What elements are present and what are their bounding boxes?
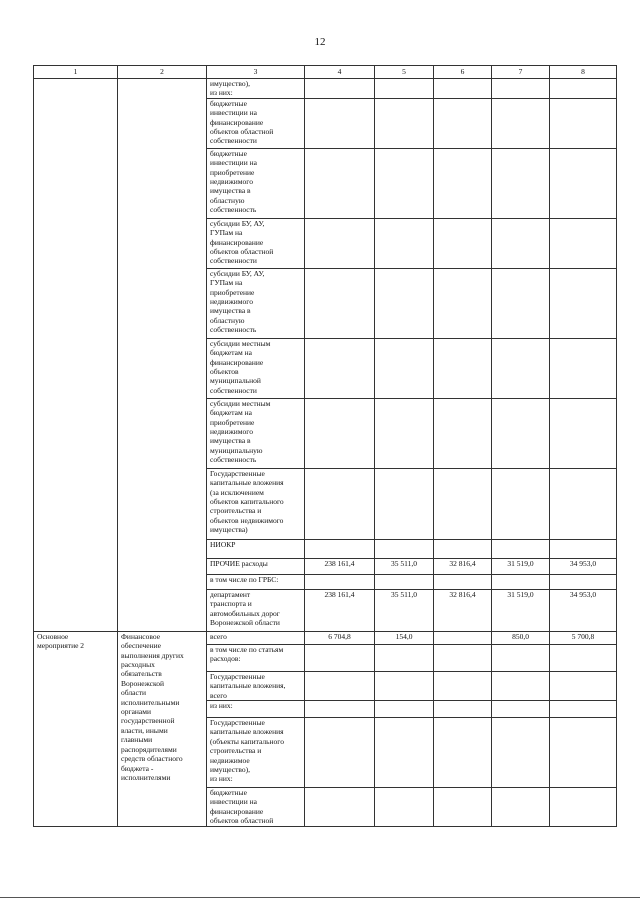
value-cell xyxy=(492,268,550,338)
expense-label-cell: всего xyxy=(207,631,305,644)
header-cell: 6 xyxy=(434,66,492,79)
expense-label-cell: имущество), из них: xyxy=(207,79,305,99)
value-cell xyxy=(492,338,550,398)
expenditure-table xyxy=(33,65,617,827)
value-cell xyxy=(550,468,617,539)
value-cell xyxy=(375,268,434,338)
value-cell xyxy=(305,671,375,700)
value-cell xyxy=(305,218,375,268)
value-cell xyxy=(434,398,492,468)
value-cell xyxy=(492,671,550,700)
value-cell xyxy=(305,148,375,218)
measure-cell xyxy=(34,79,118,632)
expense-label-cell: Государственные капитальные вложения (объекты капитального строительства и недвижимое имущество), из них: xyxy=(207,718,305,788)
value-cell xyxy=(492,398,550,468)
value-cell xyxy=(434,574,492,589)
value-cell xyxy=(492,718,550,788)
value-cell xyxy=(305,338,375,398)
value-cell xyxy=(375,701,434,718)
value-cell xyxy=(375,148,434,218)
value-cell: 32 816,4 xyxy=(434,558,492,574)
value-cell xyxy=(375,718,434,788)
value-cell xyxy=(550,79,617,99)
value-cell xyxy=(305,79,375,99)
header-cell: 1 xyxy=(34,66,118,79)
measure-cell: Основное мероприятие 2 xyxy=(34,631,118,826)
value-cell xyxy=(492,218,550,268)
expense-label-cell: из них: xyxy=(207,701,305,718)
value-cell xyxy=(492,79,550,99)
value-cell xyxy=(550,788,617,827)
value-cell xyxy=(550,338,617,398)
table-body xyxy=(34,66,617,827)
header-cell: 7 xyxy=(492,66,550,79)
value-cell xyxy=(550,148,617,218)
value-cell xyxy=(375,79,434,99)
value-cell xyxy=(492,574,550,589)
value-cell xyxy=(492,644,550,671)
value-cell: 35 511,0 xyxy=(375,589,434,631)
header-row xyxy=(34,66,617,79)
header-cell: 8 xyxy=(550,66,617,79)
value-cell xyxy=(434,788,492,827)
expense-label-cell: НИОКР xyxy=(207,539,305,558)
value-cell xyxy=(434,644,492,671)
value-cell xyxy=(492,148,550,218)
value-cell xyxy=(550,671,617,700)
value-cell: 35 511,0 xyxy=(375,558,434,574)
value-cell xyxy=(375,338,434,398)
value-cell xyxy=(305,539,375,558)
value-cell xyxy=(375,644,434,671)
expense-label-cell: ПРОЧИЕ расходы xyxy=(207,558,305,574)
expense-label-cell: Государственные капитальные вложения (за исключением объектов капитального строительства и объектов недвижимого имущества) xyxy=(207,468,305,539)
value-cell xyxy=(550,701,617,718)
value-cell xyxy=(305,718,375,788)
value-cell xyxy=(550,268,617,338)
value-cell xyxy=(375,788,434,827)
expense-label-cell: бюджетные инвестиции на приобретение недвижимого имущества в областную собственность xyxy=(207,148,305,218)
value-cell xyxy=(492,788,550,827)
value-cell: 32 816,4 xyxy=(434,589,492,631)
value-cell xyxy=(550,398,617,468)
value-cell xyxy=(434,468,492,539)
value-cell xyxy=(434,539,492,558)
value-cell: 238 161,4 xyxy=(305,589,375,631)
value-cell xyxy=(550,98,617,148)
value-cell: 850,0 xyxy=(492,631,550,644)
value-cell: 238 161,4 xyxy=(305,558,375,574)
value-cell xyxy=(305,268,375,338)
expense-label-cell: в том числе по статьям расходов: xyxy=(207,644,305,671)
value-cell xyxy=(550,644,617,671)
value-cell xyxy=(434,718,492,788)
value-cell xyxy=(434,631,492,644)
value-cell xyxy=(375,539,434,558)
expense-label-cell: субсидии местным бюджетам на приобретение недвижимого имущества в муниципальную собственность xyxy=(207,398,305,468)
value-cell xyxy=(434,671,492,700)
value-cell xyxy=(434,98,492,148)
measure-description-cell: Финансовое обеспечение выполнения других расходных обязательств Воронежской области исполнительными органами государственной власти, иными главными распорядителями средств областного бюджета - исполнителями xyxy=(118,631,207,826)
expense-label-cell: субсидии БУ, АУ, ГУПам на приобретение недвижимого имущества в областную собственность xyxy=(207,268,305,338)
value-cell xyxy=(434,701,492,718)
value-cell xyxy=(492,468,550,539)
value-cell xyxy=(375,218,434,268)
expense-label-cell: в том числе по ГРБС: xyxy=(207,574,305,589)
header-cell: 4 xyxy=(305,66,375,79)
value-cell: 34 953,0 xyxy=(550,558,617,574)
value-cell xyxy=(375,671,434,700)
value-cell xyxy=(550,718,617,788)
expense-label-cell: бюджетные инвестиции на финансирование объектов областной собственности xyxy=(207,98,305,148)
value-cell xyxy=(550,574,617,589)
value-cell xyxy=(305,701,375,718)
value-cell: 31 519,0 xyxy=(492,558,550,574)
value-cell xyxy=(305,398,375,468)
value-cell xyxy=(492,701,550,718)
value-cell xyxy=(375,398,434,468)
measure-description-cell xyxy=(118,79,207,632)
expense-label-cell: субсидии местным бюджетам на финансирование объектов муниципальной собственности xyxy=(207,338,305,398)
header-cell: 3 xyxy=(207,66,305,79)
expense-label-cell: субсидии БУ, АУ, ГУПам на финансирование объектов областной собственности xyxy=(207,218,305,268)
value-cell xyxy=(550,218,617,268)
value-cell xyxy=(434,79,492,99)
header-cell: 2 xyxy=(118,66,207,79)
bottom-rule xyxy=(0,897,640,898)
header-cell: 5 xyxy=(375,66,434,79)
expense-label-cell: департамент транспорта и автомобильных дорог Воронежской области xyxy=(207,589,305,631)
value-cell xyxy=(434,268,492,338)
value-cell xyxy=(305,644,375,671)
table-row xyxy=(34,631,617,644)
value-cell xyxy=(492,98,550,148)
value-cell: 154,0 xyxy=(375,631,434,644)
expense-label-cell: бюджетные инвестиции на финансирование объектов областной xyxy=(207,788,305,827)
value-cell xyxy=(375,468,434,539)
value-cell xyxy=(305,468,375,539)
table-row xyxy=(34,79,617,99)
value-cell xyxy=(305,788,375,827)
value-cell: 31 519,0 xyxy=(492,589,550,631)
value-cell xyxy=(434,218,492,268)
expense-label-cell: Государственные капитальные вложения, всего xyxy=(207,671,305,700)
value-cell xyxy=(550,539,617,558)
value-cell: 5 700,8 xyxy=(550,631,617,644)
value-cell xyxy=(375,574,434,589)
value-cell xyxy=(434,338,492,398)
value-cell: 6 704,8 xyxy=(305,631,375,644)
value-cell xyxy=(434,148,492,218)
value-cell xyxy=(305,98,375,148)
value-cell xyxy=(492,539,550,558)
value-cell xyxy=(305,574,375,589)
value-cell: 34 953,0 xyxy=(550,589,617,631)
value-cell xyxy=(375,98,434,148)
page-number: 12 xyxy=(314,36,326,48)
